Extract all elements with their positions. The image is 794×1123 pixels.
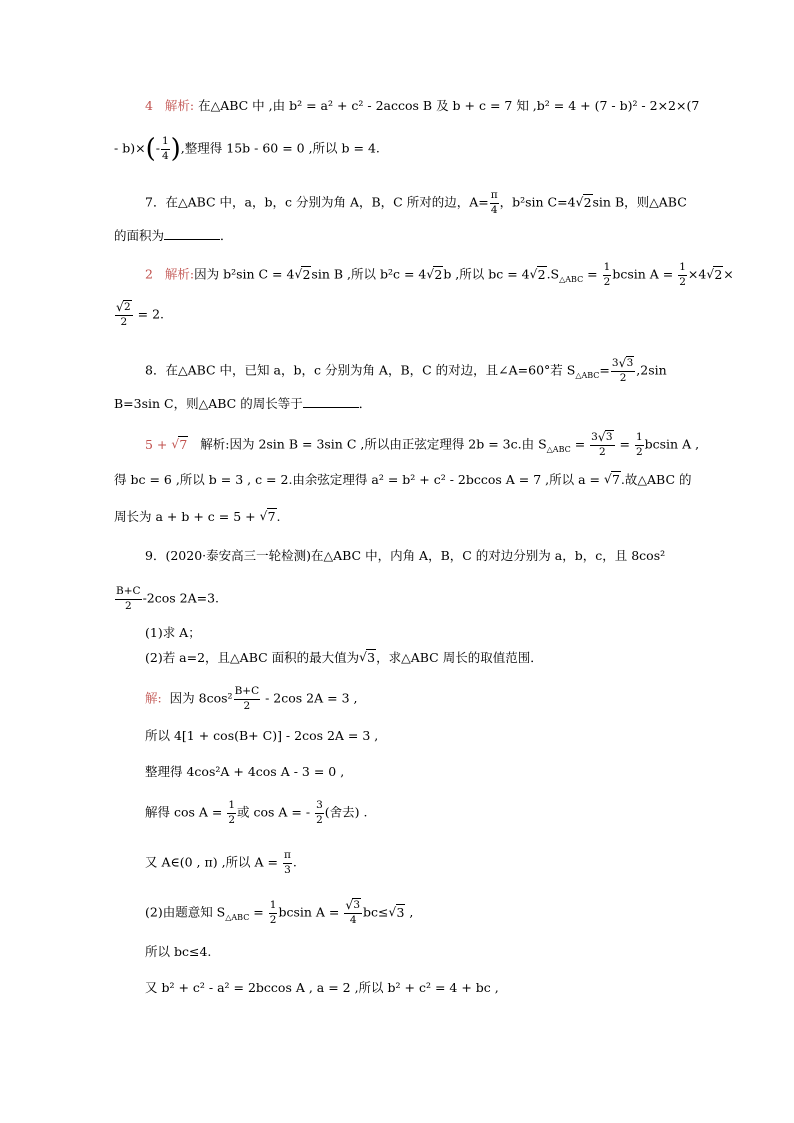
q8-sol-e: 得 bc = 6 ,所以 b = 3 , c = 2.由余弦定理得 a² = b² + c² - 2bccos A = 7 ,所以 a = (114, 472, 604, 487)
s8: 又 b² + c² - a² = 2bccos A , a = 2 ,所以 b² + c² = 4 + bc , (145, 980, 499, 995)
radicand: 3 (367, 650, 376, 665)
sqrt (116, 302, 132, 314)
den: 2 (635, 445, 643, 458)
b-plus-c-over-2 (115, 586, 142, 612)
sqrt (604, 474, 621, 487)
q9-stem-b: -2cos 2A=3. (142, 590, 220, 606)
sqrt (576, 194, 593, 210)
q9-sol-line4 (145, 800, 367, 826)
q9-sol-line7 (145, 946, 211, 959)
num: π (283, 850, 292, 864)
q7-solution-line1 (145, 262, 734, 288)
fraction (161, 136, 170, 162)
pi-over-3 (283, 850, 292, 876)
q6-line1 (145, 100, 699, 113)
sqrt (294, 266, 311, 282)
sqrt (598, 432, 614, 444)
q7-sol-c: b ,所以 bc = 4 (443, 266, 530, 282)
q8-stem-b: = (599, 362, 610, 378)
s1-a: 因为 8cos² (169, 690, 233, 706)
num: 1 (635, 432, 644, 446)
q8-sol-f: .故△ABC 的 (620, 472, 692, 487)
num: 1 (269, 900, 278, 914)
half (269, 900, 278, 926)
den: 3 (284, 863, 291, 876)
three-halves (315, 800, 324, 826)
q7-stem-line2 (114, 229, 233, 243)
subscript: △ABC (575, 371, 600, 381)
s7: 所以 bc≤4. (145, 944, 212, 959)
q7-stem-line1 (145, 190, 687, 216)
s3: 整理得 4cos²A + 4cos A - 3 = 0 , (145, 764, 345, 779)
s6-a: (2)由题意知 S (145, 904, 226, 920)
q8-stem-end: ． (358, 396, 372, 411)
q7-stem-end: ． (220, 228, 233, 243)
sqrt (426, 266, 443, 282)
sqrt3-over-4 (344, 900, 362, 926)
num: 1 (678, 262, 687, 276)
radicand: 2 (537, 266, 546, 282)
q9-stem-line1 (145, 550, 665, 563)
q8-stem-c: ,2sin (636, 362, 667, 378)
three-sqrt3-over-2 (611, 358, 635, 384)
s4-b: 或 cos A = - (237, 804, 315, 820)
sqrt (619, 358, 635, 370)
q7-sol-h: × (723, 266, 734, 282)
num: 1 (227, 800, 236, 814)
s6-c: bcsin A = (278, 904, 344, 920)
q8-sol-a: 因为 2sin B = 3sin C ,所以由正弦定理得 2b = 3c.由 S (229, 436, 547, 452)
num (590, 432, 614, 446)
sqrt (706, 266, 723, 282)
den: 2 (120, 315, 128, 328)
b-plus-c-over-2 (234, 686, 261, 712)
s6-d: bc≤ (363, 904, 389, 920)
answer-blank (164, 229, 220, 240)
pi-over-4 (490, 190, 499, 216)
part2-b: ，求△ABC 周长的取值范围． (376, 650, 543, 665)
part2-a: (2)若 a=2，且△ABC 面积的最大值为 (145, 650, 360, 665)
q6-answer: 4 (145, 98, 153, 113)
num: B+C (234, 686, 261, 700)
q9-sol-line5 (145, 850, 297, 876)
radicand: 2 (434, 266, 443, 282)
num (611, 358, 635, 372)
q7-sol-last: = 2. (133, 306, 165, 322)
q8-stem-line1 (145, 358, 667, 384)
q7-sol-e: = (583, 266, 602, 282)
radicand: 7 (267, 509, 276, 524)
den: 2 (124, 599, 132, 612)
pi: π (490, 190, 499, 204)
radicand: 2 (302, 266, 311, 282)
q9-sol-line8 (145, 982, 499, 995)
answer-blank (303, 397, 359, 408)
s1-b: - 2cos 2A = 3 , (261, 690, 358, 706)
q7-answer: 2 (145, 266, 153, 282)
radicand: 3 (626, 357, 634, 369)
s6-e: , (405, 904, 414, 920)
s5-a: 又 A∈(0 , π) ,所以 A = (145, 854, 282, 870)
sqrt (171, 436, 188, 452)
num: 1 (603, 262, 612, 276)
radicand: 7 (611, 472, 620, 487)
den: 2 (228, 813, 236, 826)
q8-sol-g: 周长为 a + b + c = 5 + (114, 509, 260, 524)
den: 2 (269, 913, 277, 926)
q8-solution-line1 (145, 432, 699, 458)
q7-stem-c: sin B，则△ABC (592, 194, 687, 210)
radicand: 3 (605, 431, 613, 443)
left-paren: ( (145, 134, 156, 165)
half (603, 262, 612, 288)
subscript: △ABC (559, 275, 584, 285)
q7-sol-g: ×4 (687, 266, 707, 282)
q6-line2: - b)×(- $\frac{1}{4}$ ),整理得 15b - 60 = 0 ,所以 b = 4. (114, 134, 380, 165)
four: 4 (490, 203, 498, 216)
q8-stem-d: B=3sin C，则△ABC 的周长等于 (114, 396, 303, 411)
q9-stem-a: 9．(2020·泰安高三一轮检测)在△ABC 中，内角 A，B，C 的对边分别为 a，b，c，且 8cos² (145, 548, 666, 563)
radicand: 3 (396, 904, 405, 920)
three-sqrt3-over-2 (590, 432, 614, 458)
q8-solution-line3 (114, 511, 281, 524)
q6-label: 解析: (164, 98, 195, 113)
half (227, 800, 236, 826)
q9-sol-line3 (145, 766, 344, 779)
q9-sol-line6 (145, 900, 413, 926)
q7-stem-b: ，b²sin C=4 (499, 194, 576, 210)
num: 3 (315, 800, 324, 814)
q8-stem-a: 8．在△ABC 中，已知 a，b，c 分别为角 A，B，C 的对边，且∠A=60°若 S (145, 362, 576, 378)
right-paren: ) (170, 134, 181, 165)
q7-sol-a: 因为 b²sin C = 4 (194, 266, 295, 282)
q8-sol-b: = (570, 436, 590, 452)
den: 2 (316, 813, 323, 826)
q7-stem-a: 7．在△ABC 中，a，b，c 分别为角 A，B，C 所对的边，A= (145, 194, 489, 210)
s6-b: = (249, 904, 268, 920)
three: 3 (611, 357, 619, 369)
q8-answer (145, 437, 188, 452)
part1-text: (1)求 A； (145, 625, 201, 640)
q6-text2b: ,整理得 15b - 60 = 0 ,所以 b = 4. (180, 140, 380, 156)
q7-label: 解析: (164, 266, 195, 282)
radicand: 7 (179, 436, 188, 452)
sqrt2-over-2 (115, 302, 133, 328)
den: 2 (619, 371, 627, 384)
s5-b: . (292, 854, 297, 870)
q9-sol-line1 (145, 686, 357, 712)
radicand: 2 (124, 301, 131, 313)
den: 4 (349, 913, 357, 926)
radicand: 2 (583, 194, 592, 210)
q8-label: 解析: (200, 436, 230, 452)
q9-part1 (145, 627, 201, 640)
q8-sol-d: bcsin A , (644, 436, 700, 452)
sqrt (359, 652, 376, 665)
q7-sol-d: .S (546, 266, 560, 282)
den: 2 (603, 275, 611, 288)
q6-text1: 在△ABC 中 ,由 b² = a² + c² - 2accos B 及 b + c = 7 知 ,b² = 4 + (7 - b)² - 2×2×(7 (198, 98, 700, 113)
answer-a: 5 + (145, 436, 172, 452)
q7-solution-line2 (114, 302, 164, 328)
q9-sol-line2 (145, 730, 378, 743)
q6-text2a: - b)× (114, 140, 146, 156)
three: 3 (591, 431, 598, 443)
den: 2 (243, 699, 251, 712)
q8-solution-line2 (114, 474, 691, 487)
subscript: △ABC (225, 913, 250, 923)
q9-stem-line2 (114, 586, 219, 612)
half (678, 262, 687, 288)
sqrt (345, 900, 361, 912)
q7-sol-b: sin B ,所以 b²c = 4 (311, 266, 427, 282)
num: B+C (115, 586, 142, 600)
q8-sol-h: . (276, 509, 281, 524)
frac-num: 1 (161, 136, 170, 150)
num (344, 900, 362, 914)
q9-part2 (145, 652, 543, 665)
half (635, 432, 644, 458)
q8-stem-line2 (114, 397, 371, 411)
den: 2 (679, 275, 686, 288)
frac-den: 4 (161, 149, 169, 162)
subscript: △ABC (546, 445, 571, 455)
s2: 所以 4[1 + cos(B+ C)] - 2cos 2A = 3 , (145, 728, 379, 743)
q9-label: 解: (145, 690, 162, 706)
radicand: 2 (714, 266, 723, 282)
q7-stem-d: 的面积为 (114, 228, 165, 243)
q7-sol-f: bcsin A = (612, 266, 678, 282)
num (115, 302, 133, 316)
sqrt (530, 266, 547, 282)
q8-sol-c: = (615, 436, 634, 452)
radicand: 3 (353, 899, 361, 911)
sqrt (389, 904, 406, 920)
s4-c: (舍去) . (324, 804, 368, 820)
sqrt (260, 511, 277, 524)
s4-a: 解得 cos A = (145, 804, 227, 820)
den: 2 (599, 445, 606, 458)
